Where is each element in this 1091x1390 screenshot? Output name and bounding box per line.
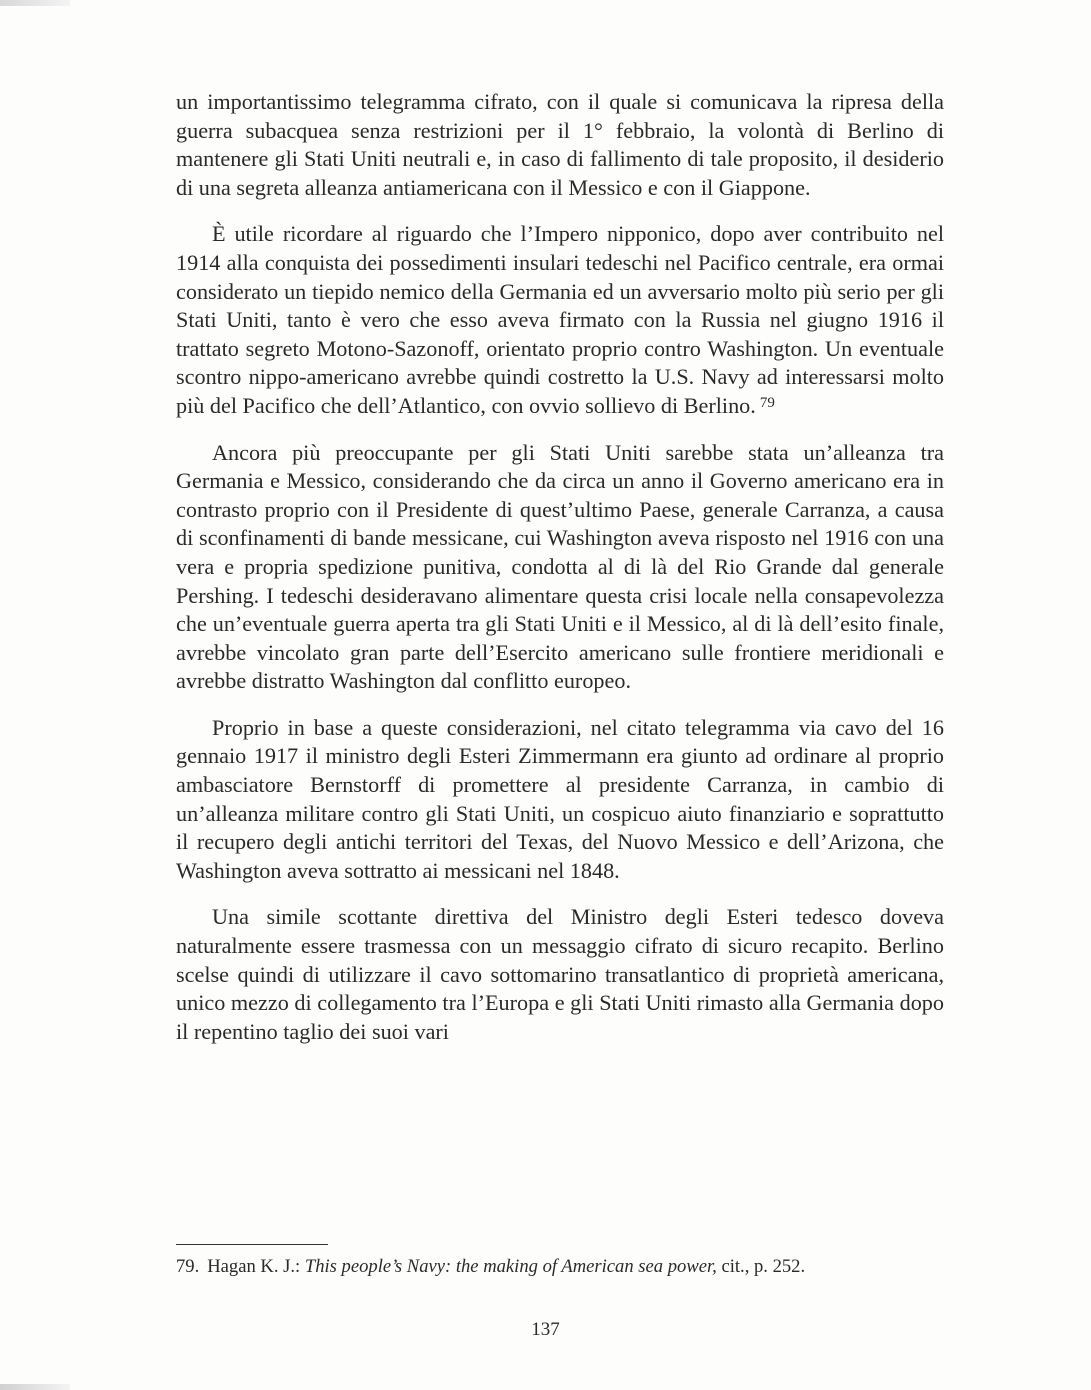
footnote-divider [176,1244,328,1245]
footnote-title: This people’s Navy: the making of American sea power, [304,1256,717,1277]
page-number: 137 [531,1319,560,1340]
footnote-number: 79. [176,1256,200,1277]
footnote-reference: 79 [759,394,775,411]
paragraph-5: Una simile scottante direttiva del Ministro degli Esteri tedesco doveva naturalmente essere trasmessa con un messaggio cifrato di sicuro recapito. Berlino scelse quindi di utilizzare il cavo sottomarino transatlantico di proprietà americana, unico mezzo di collegamento tra l’Europa e gli Stati Uniti rimasto alla Germania dopo il repentino taglio dei suoi vari [176,904,944,1044]
body-text [176,88,944,1064]
footnote-author: Hagan K. J.: [207,1256,301,1277]
paragraph-4: Proprio in base a queste considerazioni, nel citato telegramma via cavo del 16 gennaio 1917 il ministro degli Esteri Zimmermann era giunto ad ordinare al proprio ambasciatore Bernstorff di promettere al presidente Carranza, in cambio di un’alleanza militare contro gli Stati Uniti, un cospicuo aiuto finanziario e soprattutto il recupero degli antichi territori del Texas, del Nuovo Messico e dell’Arizona, che Washington aveva sottratto ai messicani nel 1848. [176,714,944,883]
footnote-citation: cit., p. 252. [721,1256,806,1277]
paragraph-2-text: È utile ricordare al riguardo che l’Impero nipponico, dopo aver contribuito nel 1914 alla conquista dei possedimenti insulari tedeschi nel Pacifico centrale, era ormai considerato un tiepido nemico della Germania ed un avversario molto più serio per gli Stati Uniti, tanto è vero che esso aveva firmato con la Russia nel giugno 1916 il trattato segreto Motono-Sazonoff, orientato proprio contro Washington. Un eventuale scontro nippo-americano avrebbe quindi costretto la U.S. Navy ad interessarsi molto più del Pacifico che dell’Atlantico, con ovvio sollievo di Berlino. [176,221,944,418]
scan-edge-mark [0,0,70,6]
paragraph-2 [176,220,944,420]
paragraph-3: Ancora più preoccupante per gli Stati Uniti sarebbe stata un’alleanza tra Germania e Messico, considerando che da circa un anno il Governo americano era in contrasto proprio con il Presidente di quest’ultimo Paese, generale Carranza, a causa di sconfinamenti di bande messicane, cui Washington aveva risposto nel 1916 con una vera e propria spedizione punitiva, condotta al di là del Rio Grande dal generale Pershing. I tedeschi desideravano alimentare questa crisi locale nella consapevolezza che un’eventuale guerra aperta tra gli Stati Uniti e il Messico, al di là dell’esito finale, avrebbe vincolato gran parte dell’Esercito americano sulle frontiere meridionali e avrebbe distratto Washington dal conflitto europeo. [176,439,944,694]
footnote [176,1254,944,1280]
paragraph-1: un importantissimo telegramma cifrato, con il quale si comunicava la ripresa della guerra subacquea senza restrizioni per il 1° febbraio, la volontà di Berlino di mantenere gli Stati Uniti neutrali e, in caso di fallimento di tale proposito, il desiderio di una segreta alleanza antiamericana con il Messico e con il Giappone. [176,89,944,200]
scan-edge-mark-bottom [0,1384,70,1390]
